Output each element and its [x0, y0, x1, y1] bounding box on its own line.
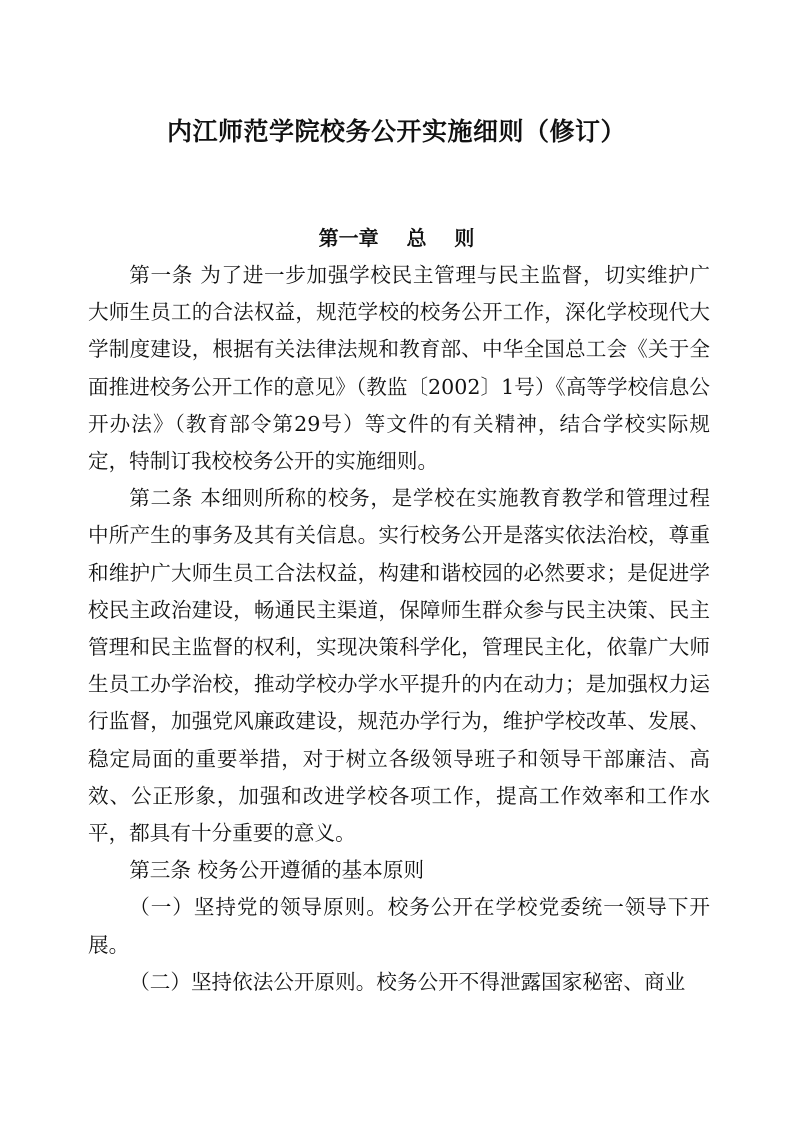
paragraph-article-3: 第三条 校务公开遵循的基本原则	[129, 858, 425, 883]
chapter-heading: 第一章 总 则	[318, 226, 475, 250]
paragraph-article-1: 第一条 为了进一步加强学校民主管理与民主监督，切实维护广大师生员工的合法权益，规范学校的校务公开工作，深化学校现代大学制度建设，根据有关法律法规和教育部、中华全国总工会《关于全面推进校务公开工作的意见》（教监〔2002〕1号）《高等学校信息公开办法》（教育部令第29号）等文件的有关精神，结合学校实际规定，特制订我校校务公开的实施细则。	[88, 263, 710, 474]
document-title: 内江师范学院校务公开实施细则（修订）	[166, 117, 626, 146]
document-body	[88, 257, 710, 1001]
paragraph-article-2: 第二条 本细则所称的校务，是学校在实施教育教学和管理过程中所产生的事务及其有关信息。实行校务公开是落实依法治校，尊重和维护广大师生员工合法权益，构建和谐校园的必然要求；是促进学校民主政治建设，畅通民主渠道，保障师生群众参与民主决策、民主管理和民主监督的权利，实现决策科学化，管理民主化，依靠广大师生员工办学治校，推动学校办学水平提升的内在动力；是加强权力运行监督，加强党风廉政建设，规范办学行为，维护学校改革、发展、稳定局面的重要举措，对于树立各级领导班子和领导干部廉洁、高效、公正形象，加强和改进学校各项工作，提高工作效率和工作水平，都具有十分重要的意义。	[88, 486, 710, 846]
paragraph-principle-1: （一）坚持党的领导原则。校务公开在学校党委统一领导下开展。	[88, 895, 710, 957]
paragraph-principle-2: （二）坚持依法公开原则。校务公开不得泄露国家秘密、商业	[129, 969, 686, 994]
